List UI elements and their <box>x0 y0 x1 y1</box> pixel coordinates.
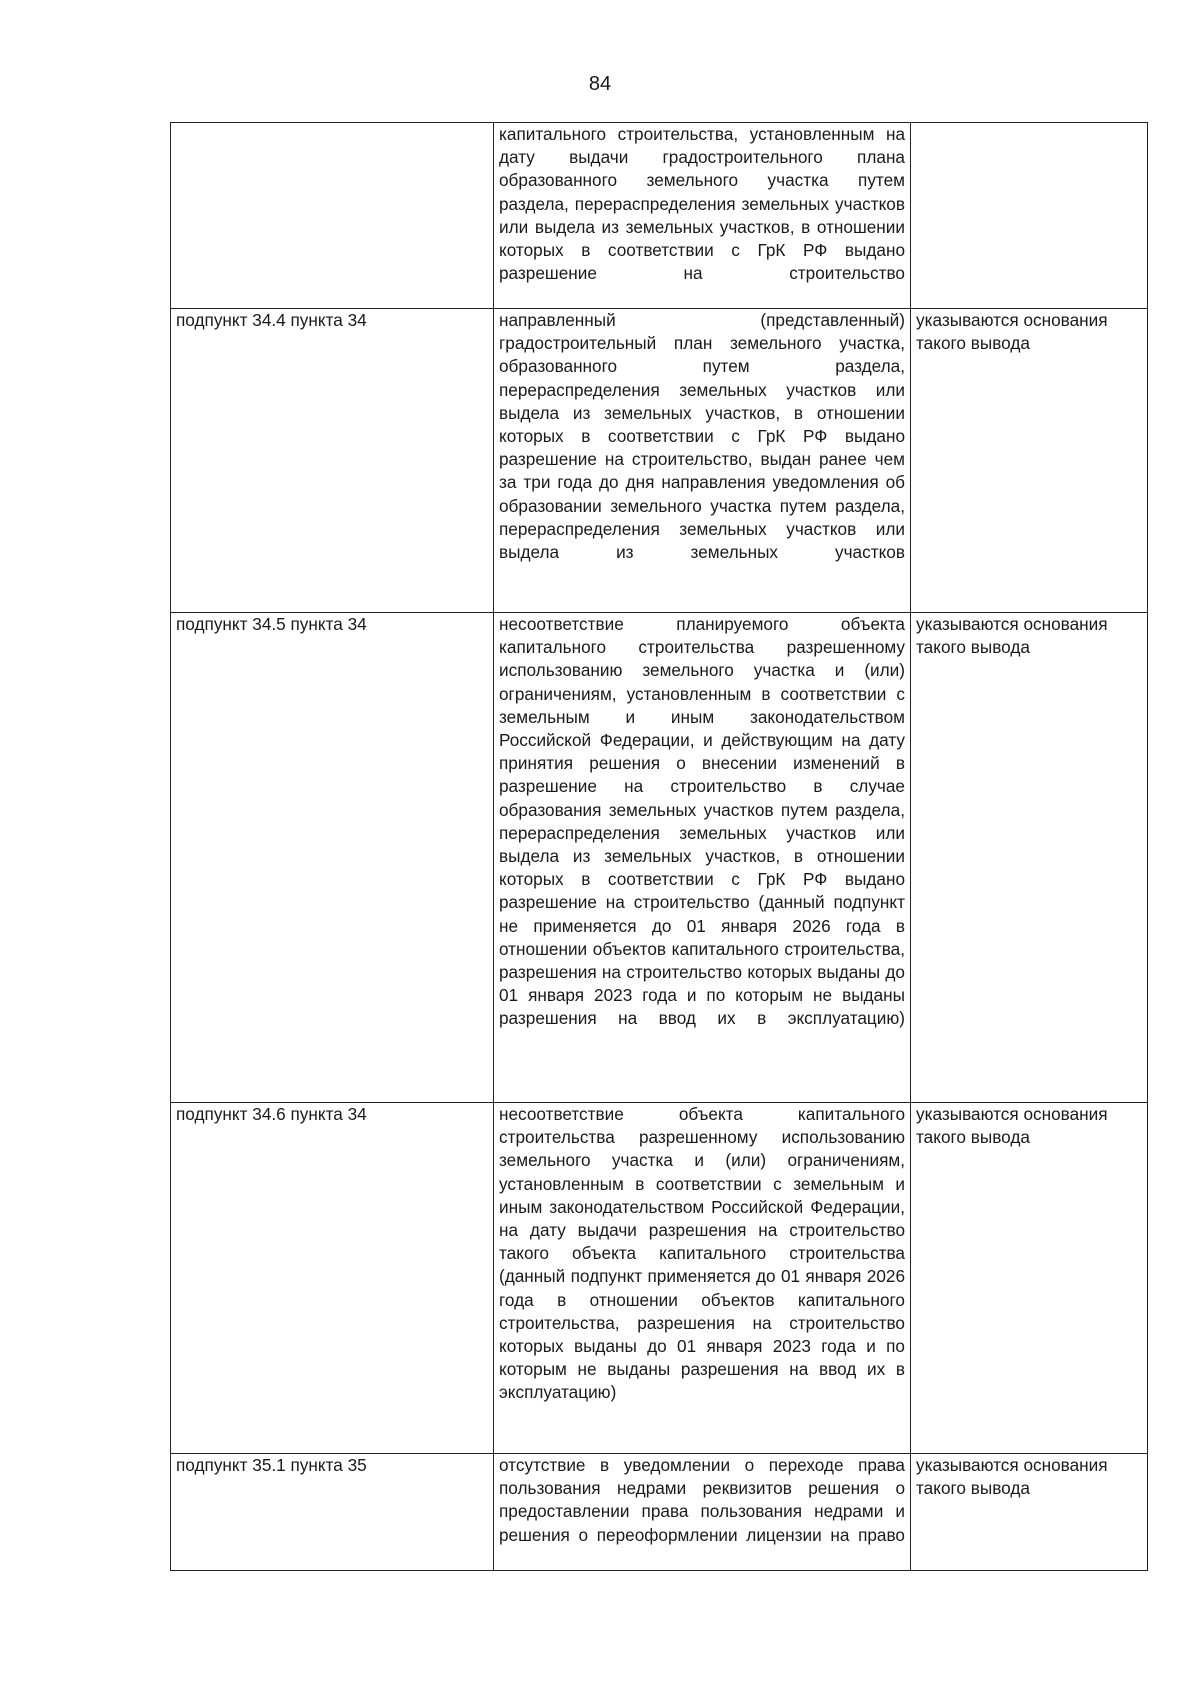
note-cell: указываются основания такого вывода <box>911 309 1148 613</box>
page-number: 84 <box>588 73 612 95</box>
basis-cell: несоответствие планируемого объекта капитального строительства разрешенному использованию земельного участка и (или) ограничениям, установленным в соответствии с земельным и иным законодательством Российской Федерации, и действующим на дату принятия решения о внесении изменений в разрешение на строительство в случае образования земельных участков путем раздела, перераспределения земельных участков или выдела из земельных участков, в отношении которых в соответствии с ГрК РФ выдано разрешение на строительство (данный подпункт не применяется до 01 января 2026 года в отношении объектов капитального строительства, разрешения на строительство которых выданы до 01 января 2023 года и по которым не выданы разрешения на ввод их в эксплуатацию) <box>494 613 911 1103</box>
basis-cell: капитального строительства, установленным на дату выдачи градостроительного плана образованного земельного участка путем раздела, перераспределения земельных участков или выдела из земельных участков, в отношении которых в соответствии с ГрК РФ выдано разрешение на строительство <box>494 123 911 309</box>
reference-cell: подпункт 34.5 пункта 34 <box>171 613 494 1103</box>
table-row <box>171 1454 1148 1571</box>
document-table <box>170 122 1148 1571</box>
table-row <box>171 613 1148 1103</box>
reference-cell: подпункт 34.4 пункта 34 <box>171 309 494 613</box>
basis-cell: отсутствие в уведомлении о переходе права пользования недрами реквизитов решения о предоставлении права пользования недрами и решения о переоформлении лицензии на право <box>494 1454 911 1571</box>
note-cell <box>911 123 1148 309</box>
reference-cell: подпункт 35.1 пункта 35 <box>171 1454 494 1571</box>
basis-cell: несоответствие объекта капитального строительства разрешенному использованию земельного участка и (или) ограничениям, установленным в соответствии с земельным и иным законодательством Российской Федерации, на дату выдачи разрешения на строительство такого объекта капитального строительства (данный подпункт применяется до 01 января 2026 года в отношении объектов капитального строительства, разрешения на строительство которых выданы до 01 января 2023 года и по которым не выданы разрешения на ввод их в эксплуатацию) <box>494 1103 911 1454</box>
note-cell: указываются основания такого вывода <box>911 613 1148 1103</box>
reference-cell <box>171 123 494 309</box>
table-row <box>171 309 1148 613</box>
table-row <box>171 1103 1148 1454</box>
note-cell: указываются основания такого вывода <box>911 1454 1148 1571</box>
basis-cell: направленный (представленный) градостроительный план земельного участка, образованного путем раздела, перераспределения земельных участков или выдела из земельных участков, в отношении которых в соответствии с ГрК РФ выдано разрешение на строительство, выдан ранее чем за три года до дня направления уведомления об образовании земельного участка путем раздела, перераспределения земельных участков или выдела из земельных участков <box>494 309 911 613</box>
reference-cell: подпункт 34.6 пункта 34 <box>171 1103 494 1454</box>
note-cell: указываются основания такого вывода <box>911 1103 1148 1454</box>
table-row <box>171 123 1148 309</box>
